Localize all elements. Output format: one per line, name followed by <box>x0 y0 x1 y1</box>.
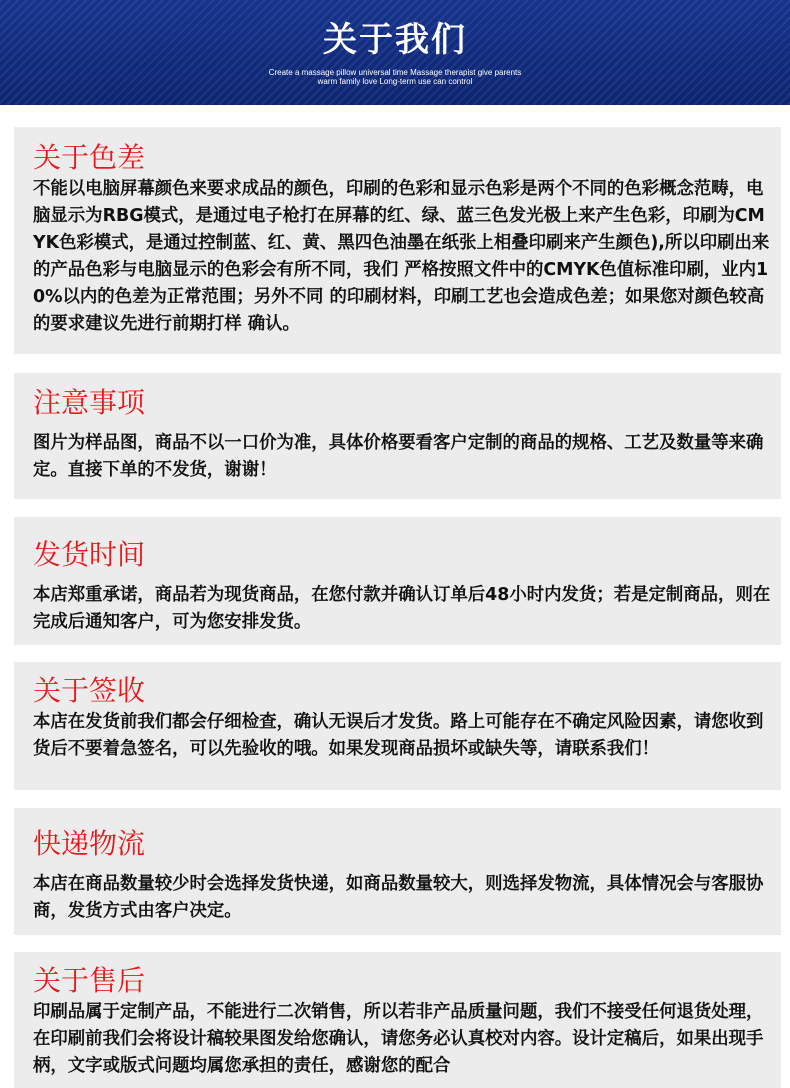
section-shipping-time <box>14 517 781 645</box>
section-after-sales <box>14 952 781 1088</box>
section-body: 本店在发货前我们都会仔细检查，确认无误后才发货。路上可能存在不确定风险因素，请您收到货后不要着急签名，可以先验收的哦。如果发现商品损坏或缺失等，请联系我们！ <box>33 712 764 759</box>
section-title: 发货时间 <box>33 538 146 571</box>
section-receipt <box>14 662 781 790</box>
banner-subtitle-line2: warm family love Long-term use can control <box>317 77 473 86</box>
banner-subtitle-line1: Create a massage pillow universal time Massage therapist give parents <box>268 68 522 77</box>
section-color-difference <box>14 127 781 354</box>
section-body: 本店在商品数量较少时会选择发货快递，如商品数量较大，则选择发物流，具体情况会与客服协商，发货方式由客户决定。 <box>33 874 764 921</box>
section-body: 图片为样品图，商品不以一口价为准，具体价格要看客户定制的商品的规格、工艺及数量等来确定。直接下单的不发货，谢谢！ <box>33 433 764 480</box>
section-body: 本店郑重承诺，商品若为现货商品，在您付款并确认订单后48小时内发货；若是定制商品，则在完成后通知客户，可为您安排发货。 <box>33 585 771 632</box>
section-logistics <box>14 808 781 935</box>
page-title: 关于我们 <box>323 20 467 60</box>
section-title: 关于色差 <box>33 141 146 174</box>
section-title: 关于签收 <box>33 674 146 707</box>
section-title: 注意事项 <box>33 386 146 419</box>
section-notes <box>14 373 781 499</box>
section-body: 不能以电脑屏幕颜色来要求成品的颜色，印刷的色彩和显示色彩是两个不同的色彩概念范畴，电脑显示为RBG模式，是通过电子枪打在屏幕的红、绿、蓝三色发光极上来产生色彩，印刷为CMYK色彩模式，是通过控制蓝、红、黄、黑四色油墨在纸张上相叠印刷来产生颜色),所以印刷出来的产品色彩与电脑显示的色彩会有所不同，我们 严格按照文件中的CMYK色值标准印刷，业内10%以内的色差为正常范围；另外不同 的印刷材料，印刷工艺也会造成色差；如果您对颜色较高的要求建议先进行前期打样 确认。 <box>33 179 770 334</box>
section-title: 关于售后 <box>33 964 146 997</box>
section-body: 印刷品属于定制产品，不能进行二次销售，所以若非产品质量问题，我们不接受任何退货处理，在印刷前我们会将设计稿较果图发给您确认，请您务必认真校对内容。设计定稿后，如果出现手柄，文字或版式问题均属您承担的责任，感谢您的配合 <box>33 1002 764 1076</box>
section-title: 快递物流 <box>33 827 146 860</box>
header-banner <box>0 0 790 105</box>
